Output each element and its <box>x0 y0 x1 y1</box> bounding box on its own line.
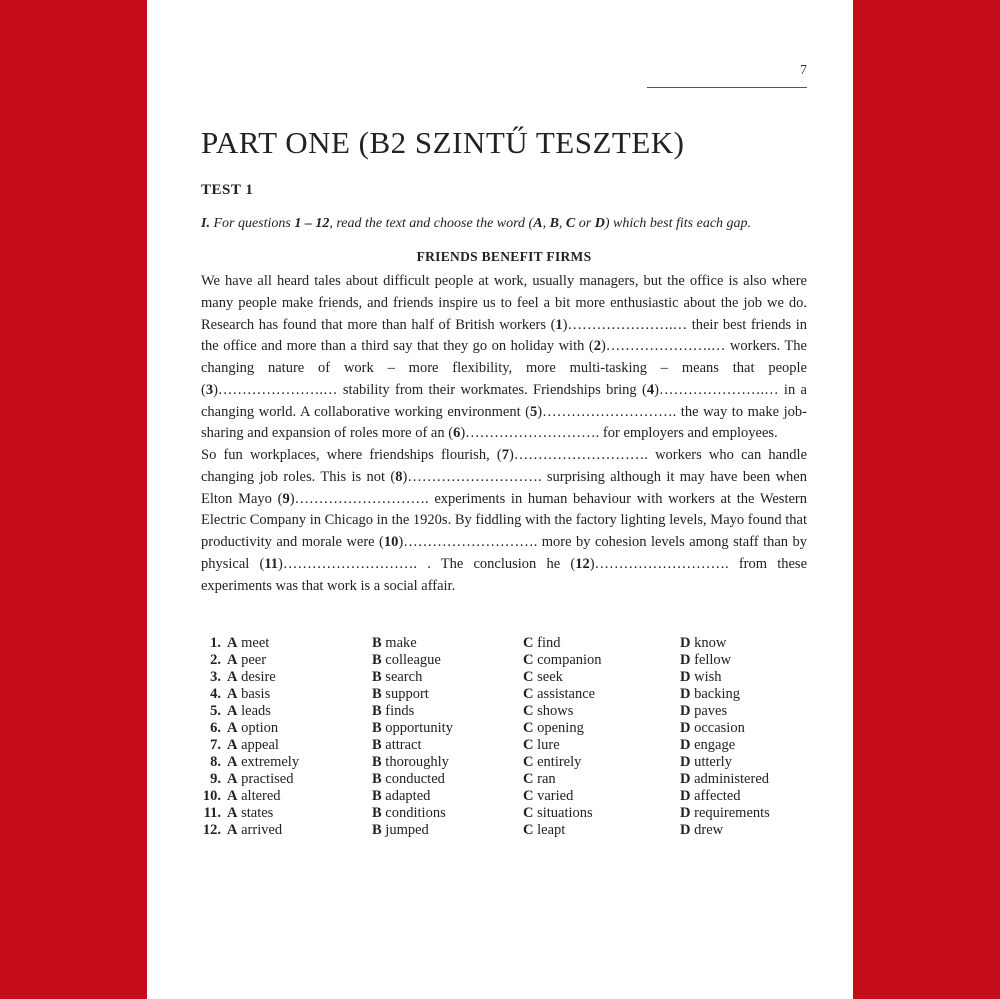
gap-number: 6 <box>453 425 461 442</box>
test-title: TEST 1 <box>201 182 254 198</box>
passage-text: for employers and employees. <box>599 425 778 442</box>
option-row <box>201 669 807 686</box>
option-c <box>523 652 680 669</box>
answer-gap: )………………………. <box>460 425 600 442</box>
option-word: option <box>241 720 279 736</box>
option-word: conducted <box>385 771 445 787</box>
option-letter: B <box>372 635 382 651</box>
option-d <box>680 686 807 703</box>
option-word: seek <box>537 669 563 685</box>
option-b <box>372 635 523 652</box>
option-word: administered <box>694 771 770 787</box>
passage-text: workers who can handle changing job roles. This is not ( <box>201 447 808 485</box>
option-letter: B <box>372 771 382 787</box>
option-letter: C <box>523 669 534 685</box>
reading-text-title: FRIENDS BENEFIT FIRMS <box>416 249 592 264</box>
option-word: shows <box>537 703 574 719</box>
option-word: leads <box>241 703 271 719</box>
option-letter: D <box>680 652 691 668</box>
option-row <box>201 720 807 737</box>
option-b <box>372 720 523 737</box>
gap-number: 3 <box>205 381 214 398</box>
option-word: jumped <box>385 822 429 838</box>
option-word: conditions <box>385 805 446 821</box>
option-letter: A <box>227 822 238 838</box>
option-letter: D <box>680 635 691 651</box>
passage-text: their best friends in the office and more than a third say that they go on holiday with ( <box>201 316 807 355</box>
option-b <box>372 669 523 686</box>
option-letter: C <box>523 771 534 787</box>
option-word: wish <box>694 669 722 685</box>
option-c <box>523 635 680 652</box>
option-word: lure <box>537 737 560 753</box>
question-number: 6. <box>210 720 221 736</box>
option-b <box>372 737 523 754</box>
answer-gap: )………………………. <box>402 468 542 485</box>
option-word: extremely <box>241 754 300 770</box>
option-c <box>523 669 680 686</box>
option-letter: D <box>680 788 691 804</box>
question-number: 5. <box>210 703 221 719</box>
gap-number: 4 <box>646 381 655 398</box>
question-number: 12. <box>202 822 221 838</box>
option-word: altered <box>241 788 281 804</box>
option-a <box>227 686 372 703</box>
option-a <box>227 771 372 788</box>
option-row <box>201 822 807 839</box>
question-number: 11. <box>203 805 221 821</box>
option-word: peer <box>241 652 267 668</box>
passage-text: in a changing world. A collaborative working environment ( <box>201 381 807 420</box>
question-number: 7. <box>210 737 221 753</box>
gap-number: 5 <box>530 403 538 420</box>
option-letter: B <box>372 720 382 736</box>
task-instruction: I. For questions 1 – 12, read the text and choose the word (A, B, C or D) which best fits each gap. <box>201 216 752 231</box>
passage-text: experiments in human behaviour with workers at the Western Electric Company in Chicago in the 1920s. By fiddling with the factory lighting levels, Mayo found that productivity and morale were ( <box>201 490 807 550</box>
option-letter: A <box>227 788 238 804</box>
option-d <box>680 635 807 652</box>
option-word: practised <box>241 771 294 787</box>
option-letter: B <box>372 669 382 685</box>
option-word: utterly <box>694 754 732 770</box>
option-letter: D <box>680 754 691 770</box>
option-word: requirements <box>694 805 770 821</box>
option-letter: A <box>227 652 238 668</box>
option-letter: B <box>372 737 382 753</box>
option-d <box>680 754 807 771</box>
option-c <box>523 754 680 771</box>
option-letter: D <box>680 771 691 787</box>
passage-text: stability from their workmates. Friendships bring ( <box>337 381 647 398</box>
option-row <box>201 737 807 754</box>
option-word: know <box>694 635 727 651</box>
option-word: support <box>385 686 429 702</box>
question-number: 4. <box>210 686 221 702</box>
option-word: opportunity <box>385 720 453 736</box>
option-letter: C <box>523 737 534 753</box>
option-letter: C <box>523 805 534 821</box>
option-letter: B <box>372 754 382 770</box>
option-letter: C <box>523 754 534 770</box>
option-c <box>523 737 680 754</box>
gap-number: 8 <box>395 468 403 485</box>
question-number: 2. <box>210 652 221 668</box>
option-word: find <box>537 635 561 651</box>
option-letter: B <box>372 788 382 804</box>
option-a <box>227 754 372 771</box>
option-letter: D <box>680 703 691 719</box>
option-letter: A <box>227 669 238 685</box>
answer-gap: )………………………. <box>278 555 418 572</box>
option-word: assistance <box>537 686 596 702</box>
option-letter: D <box>680 669 691 685</box>
option-d <box>680 652 807 669</box>
option-word: basis <box>241 686 271 702</box>
option-b <box>372 822 523 839</box>
option-d <box>680 822 807 839</box>
option-row <box>201 754 807 771</box>
question-number: 3. <box>210 669 221 685</box>
question-number: 10. <box>202 788 221 804</box>
option-letter: D <box>680 822 691 838</box>
option-row <box>201 652 807 669</box>
passage-text: We have all heard tales about difficult people at work, usually managers, but the office is also where many people make friends, and friends inspire us to feel a bit more enthusiastic about the job we do. Research has found that more than half of British workers ( <box>201 273 807 333</box>
option-c <box>523 788 680 805</box>
option-a <box>227 635 372 652</box>
option-letter: A <box>227 805 238 821</box>
option-word: backing <box>694 686 741 702</box>
gap-number: 12 <box>575 555 590 572</box>
option-word: meet <box>241 635 270 651</box>
answer-gap: )………………………. <box>508 447 648 463</box>
passage-text: So fun workplaces, where friendships flourish, ( <box>201 447 502 463</box>
answer-gap: )………………………. <box>537 403 677 420</box>
option-letter: A <box>227 754 238 770</box>
page-number: 7 <box>800 63 807 78</box>
option-letter: A <box>227 703 238 719</box>
option-word: occasion <box>694 720 745 736</box>
option-word: opening <box>537 720 584 736</box>
option-a <box>227 805 372 822</box>
option-row <box>201 686 807 703</box>
option-d <box>680 669 807 686</box>
answer-options-table <box>201 635 807 839</box>
option-word: ran <box>537 771 556 787</box>
option-d <box>680 737 807 754</box>
passage-text: . The conclusion he ( <box>417 555 576 572</box>
option-word: leapt <box>537 822 566 838</box>
gap-number: 11 <box>264 555 279 572</box>
option-word: drew <box>694 822 724 838</box>
option-word: adapted <box>385 788 431 804</box>
gap-number: 1 <box>555 316 563 333</box>
answer-gap: )………………….… <box>213 381 338 398</box>
option-b <box>372 805 523 822</box>
option-row <box>201 703 807 720</box>
option-a <box>227 788 372 805</box>
passage-text: more by cohesion levels among staff than by physical ( <box>201 534 807 572</box>
option-word: engage <box>694 737 736 753</box>
option-letter: C <box>523 703 534 719</box>
option-word: fellow <box>694 652 732 668</box>
option-letter: D <box>680 805 691 821</box>
option-word: arrived <box>241 822 283 838</box>
option-b <box>372 771 523 788</box>
option-row <box>201 635 807 652</box>
option-a <box>227 703 372 720</box>
option-c <box>523 822 680 839</box>
passage-text: workers. The changing nature of work – more flexibility, more multi-tasking – means that people ( <box>201 338 807 398</box>
option-d <box>680 703 807 720</box>
option-word: varied <box>537 788 574 804</box>
option-c <box>523 686 680 703</box>
option-row <box>201 805 807 822</box>
option-letter: C <box>523 635 534 651</box>
book-page <box>147 0 853 999</box>
option-letter: B <box>372 686 382 702</box>
option-row <box>201 771 807 788</box>
question-number: 9. <box>210 771 221 787</box>
gap-number: 9 <box>282 490 290 507</box>
option-c <box>523 805 680 822</box>
answer-gap: )………………………. <box>289 490 429 507</box>
option-word: affected <box>694 788 741 804</box>
answer-gap: )………………………. <box>589 555 729 572</box>
answer-gap: )………………….… <box>562 316 688 333</box>
option-letter: A <box>227 737 238 753</box>
passage-paragraph-2 <box>201 445 807 597</box>
header-rule <box>647 87 807 88</box>
option-word: appeal <box>241 737 279 753</box>
question-number: 1. <box>210 635 221 651</box>
option-b <box>372 652 523 669</box>
option-word: situations <box>537 805 593 821</box>
option-word: make <box>385 635 417 651</box>
option-letter: B <box>372 703 382 719</box>
option-letter: A <box>227 771 238 787</box>
option-letter: D <box>680 720 691 736</box>
option-a <box>227 720 372 737</box>
option-b <box>372 686 523 703</box>
question-number: 8. <box>210 754 221 770</box>
option-word: states <box>241 805 274 821</box>
gap-number: 10 <box>383 534 399 550</box>
part-title: PART ONE (B2 SZINTŰ TESZTEK) <box>201 125 685 160</box>
option-d <box>680 771 807 788</box>
gap-number: 2 <box>593 338 601 355</box>
option-letter: B <box>372 652 382 668</box>
option-letter: C <box>523 652 534 668</box>
option-b <box>372 754 523 771</box>
option-word: attract <box>385 737 422 753</box>
option-c <box>523 771 680 788</box>
option-c <box>523 720 680 737</box>
passage-text: surprising although it may have been when Elton Mayo ( <box>201 468 807 507</box>
option-letter: A <box>227 686 238 702</box>
option-row <box>201 788 807 805</box>
option-letter: B <box>372 822 382 838</box>
option-d <box>680 805 807 822</box>
option-letter: B <box>372 805 382 821</box>
option-letter: C <box>523 788 534 804</box>
option-a <box>227 822 372 839</box>
option-letter: D <box>680 686 691 702</box>
option-a <box>227 652 372 669</box>
option-word: entirely <box>537 754 582 770</box>
answer-gap: )………………………. <box>398 534 538 550</box>
option-d <box>680 720 807 737</box>
option-b <box>372 703 523 720</box>
option-letter: A <box>227 635 238 651</box>
option-letter: A <box>227 720 238 736</box>
option-letter: C <box>523 686 534 702</box>
option-a <box>227 669 372 686</box>
answer-gap: )………………….… <box>654 381 779 398</box>
option-word: paves <box>694 703 728 719</box>
option-word: colleague <box>385 652 441 668</box>
option-letter: D <box>680 737 691 753</box>
option-word: thoroughly <box>385 754 449 770</box>
passage-text: from these experiments was that work is a social affair. <box>201 555 808 594</box>
option-letter: C <box>523 720 534 736</box>
option-word: finds <box>385 703 415 719</box>
option-a <box>227 737 372 754</box>
option-word: search <box>385 669 423 685</box>
option-c <box>523 703 680 720</box>
passage-text: the way to make job-sharing and expansion of roles more of an ( <box>201 403 807 442</box>
gap-number: 7 <box>501 447 509 463</box>
option-word: desire <box>241 669 276 685</box>
option-letter: C <box>523 822 534 838</box>
passage-paragraph-1 <box>201 271 807 445</box>
option-word: companion <box>537 652 602 668</box>
option-d <box>680 788 807 805</box>
option-b <box>372 788 523 805</box>
answer-gap: )………………….… <box>600 338 726 355</box>
reading-passage <box>201 271 807 597</box>
